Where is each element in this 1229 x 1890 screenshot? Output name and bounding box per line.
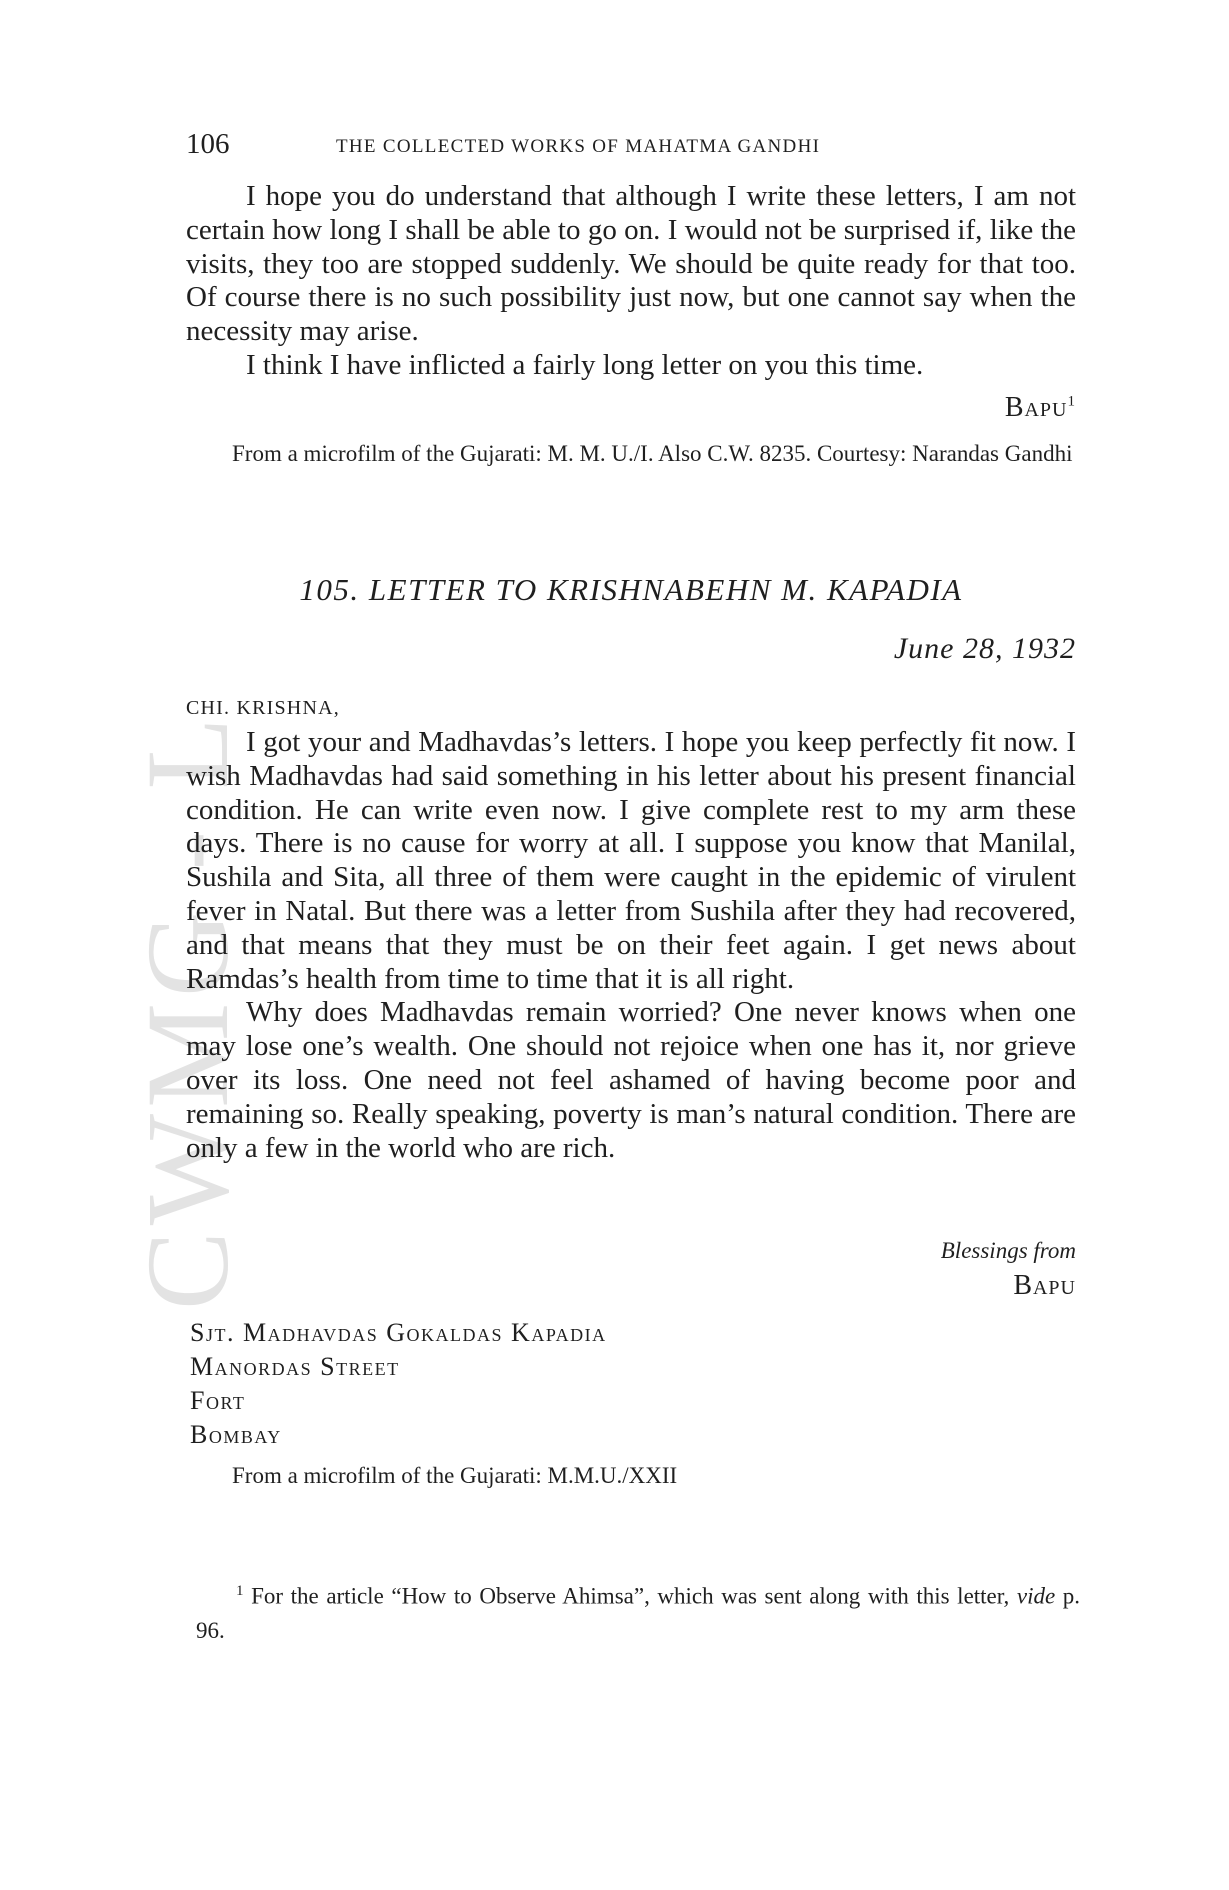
letter-body [186, 726, 1076, 1165]
footnote-text: For the article “How to Observe Ahimsa”, which was sent along with this letter, [251, 1583, 1017, 1609]
running-title: THE COLLECTED WORKS OF MAHATMA GANDHI [336, 136, 821, 157]
previous-letter-signature [186, 392, 1076, 424]
source-note: From a microfilm of the Gujarati: M. M. U./I. Also C.W. 8235. Courtesy: Narandas Gandhi [232, 441, 1073, 466]
paragraph: I hope you do understand that although I write these letters, I am not certain how long I shall be able to go on. I would not be surprised if, like the visits, they too are stopped suddenly. We should be quite ready for that too. Of course there is no such possibility just now, but one cannot say when the necessity may arise. [186, 180, 1076, 348]
footnote-text-end: p. 96. [196, 1583, 1081, 1643]
address-line: Bombay [190, 1420, 282, 1449]
watermark: CWMG - L [122, 711, 253, 1310]
previous-letter-body [186, 180, 1076, 383]
letter-date: June 28, 1932 [893, 632, 1076, 665]
letter-heading: 105. LETTER TO KRISHNABEHN M. KAPADIA [299, 572, 963, 607]
footnote [196, 1574, 1080, 1648]
paragraph: I got your and Madhavdas’s letters. I hope you keep perfectly fit now. I wish Madhavdas had said something in his letter about his present financial condition. He can write even now. I give complete rest to my arm these days. There is no cause for worry at all. I suppose you know that Manilal, Sushila and Sita, all three of them were caught in the epidemic of virulent fever in Natal. But there was a letter from Sushila after they had recovered, and that means that they must be on their feet again. I get news about Ramdas’s health from time to time that it is all right. [186, 726, 1076, 995]
paragraph: I think I have inflicted a fairly long letter on you this time. [246, 348, 924, 381]
salutation: CHI. KRISHNA, [186, 697, 340, 719]
footnote-vide: vide [1016, 1583, 1056, 1609]
footnote-marker: 1 [1067, 393, 1076, 410]
paragraph: Why does Madhavdas remain worried? One never knows when one may lose one’s wealth. One should not rejoice when one has it, nor grieve over its loss. One need not feel ashamed of having become poor and remaining so. Really speaking, poverty is man’s natural condition. There are only a few in the world who are rich. [186, 996, 1076, 1164]
page-number: 106 [186, 128, 230, 160]
letter-source [186, 1459, 1076, 1492]
letter-signature: Bapu [1013, 1270, 1076, 1301]
address-line: Sjt. Madhavdas Gokaldas Kapadia [190, 1318, 607, 1347]
source-note: From a microfilm of the Gujarati: M.M.U./XXII [232, 1463, 678, 1488]
address-line: Manordas Street [190, 1352, 400, 1381]
signature: Bapu [1004, 392, 1068, 423]
page-header [186, 128, 1076, 168]
address-block [190, 1316, 607, 1452]
previous-letter-source [186, 437, 1076, 470]
closing: Blessings from [940, 1238, 1076, 1263]
address-line: Fort [190, 1386, 246, 1415]
footnote-marker: 1 [236, 1583, 244, 1599]
